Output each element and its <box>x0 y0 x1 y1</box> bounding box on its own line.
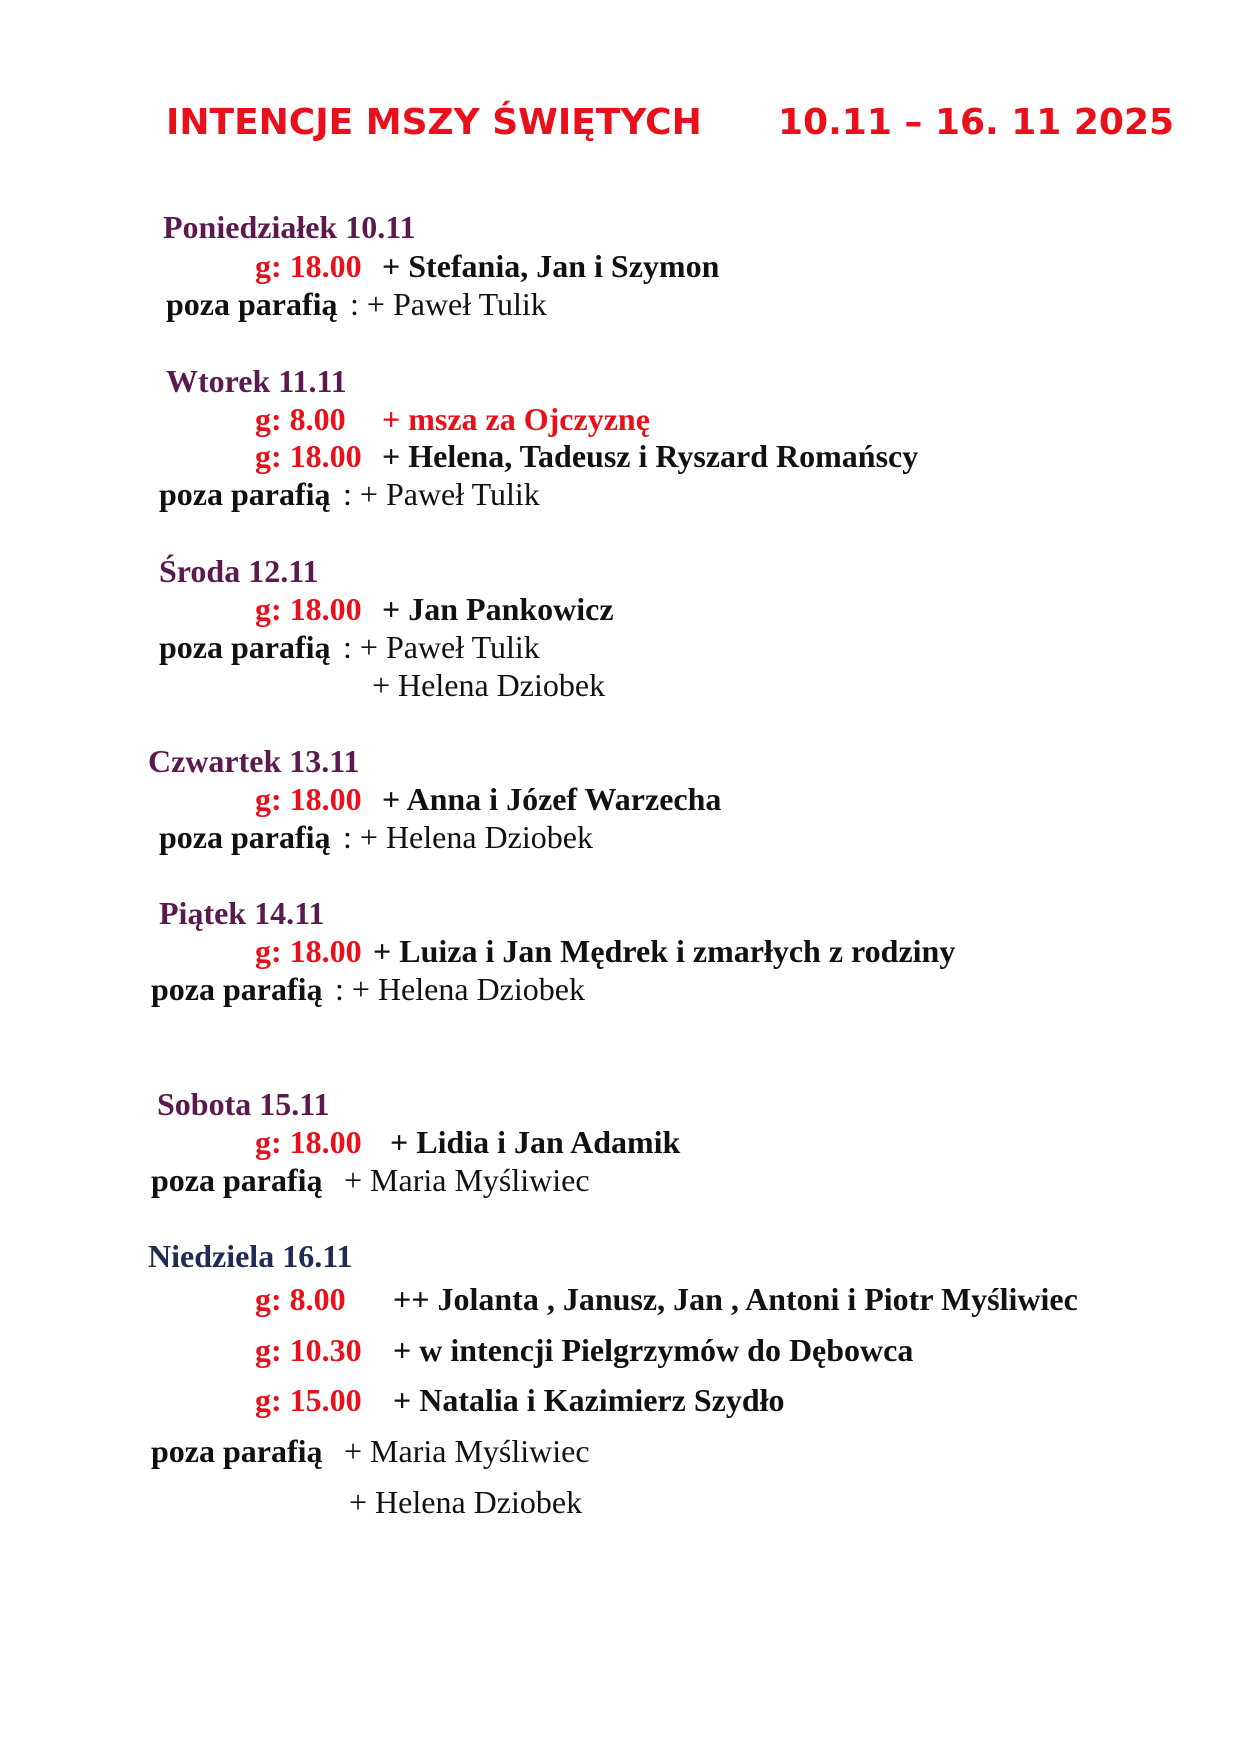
mass-intention: + Luiza i Jan Mędrek i zmarłych z rodziny <box>373 933 956 969</box>
mass-time: g: 8.00 <box>255 1281 346 1317</box>
outside-parish-label: poza parafią <box>159 629 331 665</box>
outside-parish-intention: + Maria Myśliwiec <box>344 1433 590 1469</box>
day-heading-wednesday: Środa 12.11 <box>159 553 319 589</box>
outside-parish-label: poza parafią <box>166 286 338 322</box>
day-heading-sunday: Niedziela 16.11 <box>148 1238 353 1274</box>
day-heading-friday: Piątek 14.11 <box>159 895 325 931</box>
mass-time: g: 18.00 <box>255 933 362 969</box>
outside-parish-label: poza parafią <box>159 476 331 512</box>
mass-time: g: 15.00 <box>255 1382 362 1418</box>
mass-intention: + w intencji Pielgrzymów do Dębowca <box>393 1332 914 1368</box>
mass-time: g: 18.00 <box>255 591 362 627</box>
outside-parish-intention: : + Paweł Tulik <box>350 286 547 322</box>
mass-time: g: 8.00 <box>255 401 346 437</box>
mass-intention: + Jan Pankowicz <box>382 591 614 627</box>
mass-time: g: 18.00 <box>255 1124 362 1160</box>
outside-parish-intention: + Maria Myśliwiec <box>344 1162 590 1198</box>
mass-time: g: 10.30 <box>255 1332 362 1368</box>
day-heading-tuesday: Wtorek 11.11 <box>166 363 347 399</box>
outside-parish-intention: : + Paweł Tulik <box>343 476 540 512</box>
mass-intention: + Natalia i Kazimierz Szydło <box>393 1382 785 1418</box>
outside-parish-intention: : + Helena Dziobek <box>335 971 585 1007</box>
page-title: INTENCJE MSZY ŚWIĘTYCH <box>166 102 702 143</box>
outside-parish-label: poza parafią <box>151 1162 323 1198</box>
mass-intention: + Lidia i Jan Adamik <box>390 1124 681 1160</box>
mass-intention: + Anna i Józef Warzecha <box>382 781 722 817</box>
date-range: 10.11 – 16. 11 2025 <box>778 102 1175 143</box>
outside-parish-label: poza parafią <box>151 1433 323 1469</box>
day-heading-saturday: Sobota 15.11 <box>157 1086 330 1122</box>
mass-time: g: 18.00 <box>255 248 362 284</box>
outside-parish-label: poza parafią <box>151 971 323 1007</box>
mass-intention: + msza za Ojczyznę <box>382 401 650 437</box>
outside-parish-intention: : + Paweł Tulik <box>343 629 540 665</box>
outside-parish-intention: : + Helena Dziobek <box>343 819 593 855</box>
outside-parish-intention: + Helena Dziobek <box>349 1484 583 1520</box>
mass-intention: + Helena, Tadeusz i Ryszard Romańscy <box>382 438 919 474</box>
day-heading-thursday: Czwartek 13.11 <box>148 743 360 779</box>
day-heading-monday: Poniedziałek 10.11 <box>163 209 416 245</box>
mass-intention: + Stefania, Jan i Szymon <box>382 248 720 284</box>
mass-time: g: 18.00 <box>255 781 362 817</box>
outside-parish-label: poza parafią <box>159 819 331 855</box>
outside-parish-intention: + Helena Dziobek <box>372 667 606 703</box>
mass-intention: ++ Jolanta , Janusz, Jan , Antoni i Piotr Myśliwiec <box>393 1281 1078 1317</box>
mass-time: g: 18.00 <box>255 438 362 474</box>
